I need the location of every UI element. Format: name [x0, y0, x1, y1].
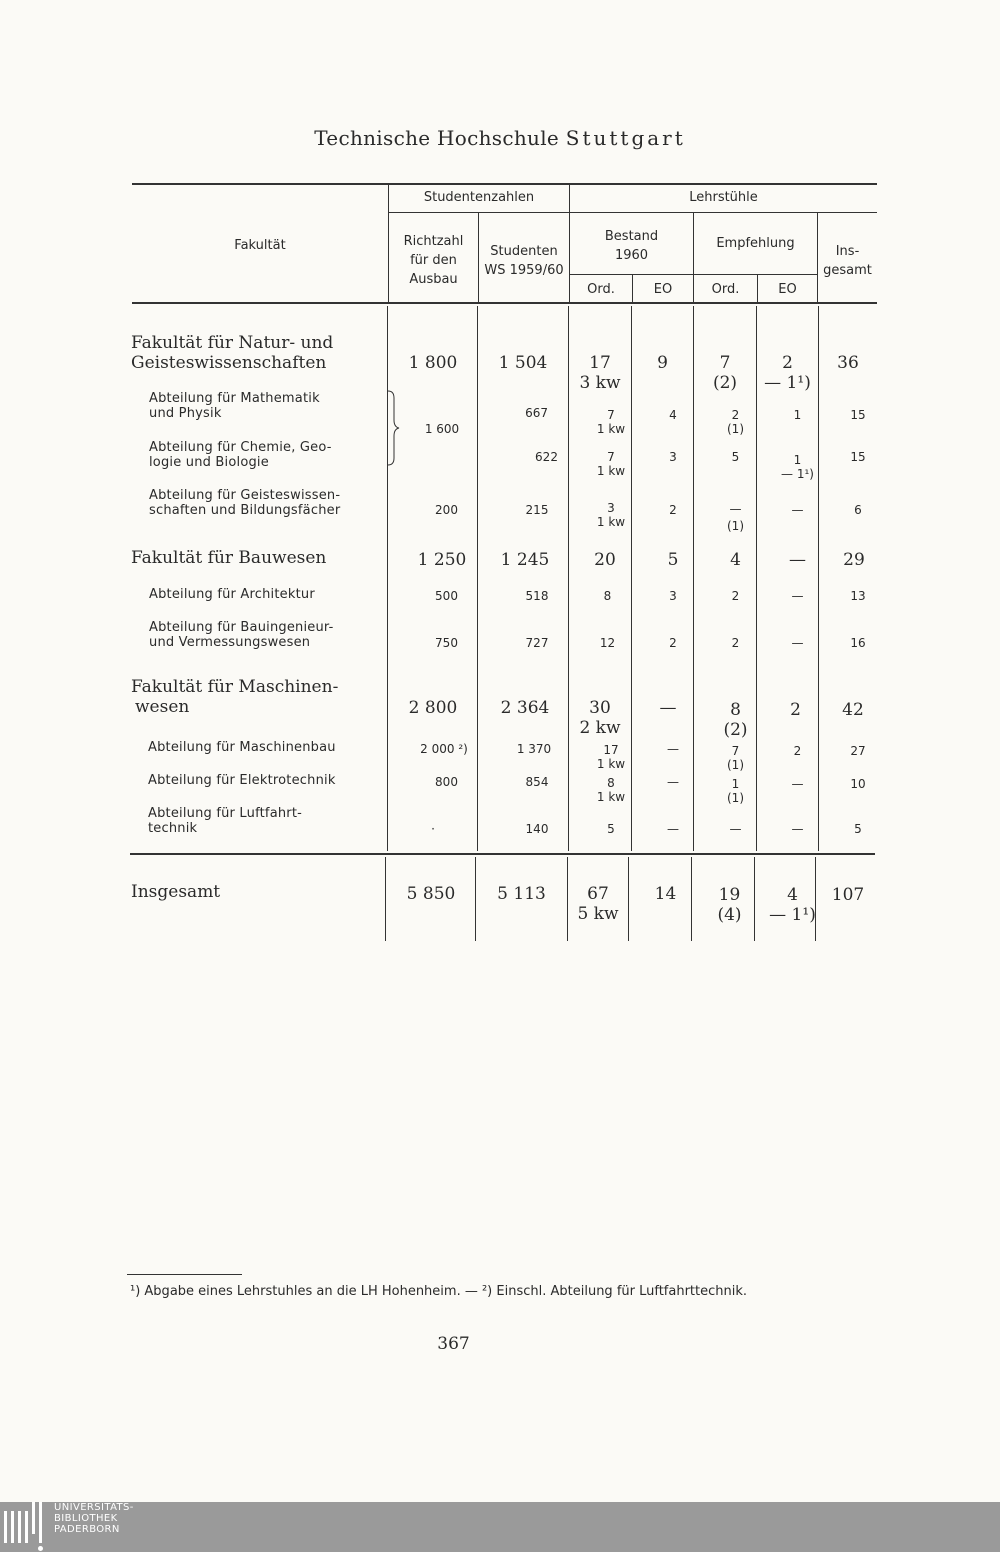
richtzahl-total: 5 850: [406, 884, 456, 904]
value-line: — 1¹): [764, 373, 811, 393]
richtzahl-value: 1 250: [417, 550, 467, 570]
logo-stripe: [39, 1502, 42, 1543]
bestand-eo-total: 14: [654, 884, 677, 904]
value-line: 19: [718, 885, 741, 905]
studenten-value: 2 364: [500, 698, 550, 718]
studenten-value: 1 504: [498, 353, 548, 373]
value-line: (1): [727, 422, 744, 436]
richtzahl-value: 200: [435, 503, 458, 517]
insgesamt-value: 15: [850, 450, 866, 464]
logo-dot: [38, 1546, 43, 1551]
value-line: — 1¹): [769, 905, 816, 925]
value-line: 2: [782, 353, 793, 373]
page-number: 367: [437, 1334, 470, 1354]
richtzahl-line: Richtzahl: [403, 234, 464, 249]
empfehlung-ord-value: 5: [731, 450, 740, 464]
insgesamt-value: 6: [854, 503, 862, 517]
col-header-empfehlung: Empfehlung: [716, 236, 795, 251]
bestand-eo-value: 4: [669, 408, 677, 422]
value-line: 1 kw: [596, 790, 626, 804]
bestand-eo-value: —: [659, 698, 677, 718]
value-line: 1 kw: [596, 515, 626, 529]
col-header-empfehlung-eo: EO: [778, 282, 797, 297]
bestand-eo-value: 3: [669, 450, 677, 464]
bestand-eo-value: 9: [657, 353, 668, 373]
insgesamt-total: 107: [831, 885, 865, 905]
bestand-ord-value: [569, 501, 631, 529]
studenten-line: WS 1959/60: [484, 263, 564, 278]
vrule: [631, 306, 632, 851]
empfehlung-eo-value: —: [791, 636, 804, 650]
bestand-ord-value: [569, 408, 631, 436]
value-line: (1): [727, 519, 744, 533]
value-line: 5 kw: [577, 904, 619, 924]
library-footer: [0, 1502, 1000, 1552]
bestand-ord-value: [569, 822, 631, 836]
logo-stripe: [11, 1511, 14, 1543]
value-line: 7: [731, 744, 740, 758]
label-line: Geisteswissenschaften: [131, 353, 327, 373]
bestand-eo-value: —: [667, 775, 679, 789]
richtzahl-value: 1 600: [424, 422, 460, 436]
bestand-line: Bestand: [604, 229, 659, 244]
value-line: 8: [730, 700, 741, 720]
logo-stripe: [32, 1502, 35, 1534]
empfehlung-eo-value: —: [789, 550, 806, 570]
insgesamt-value: 10: [850, 777, 866, 791]
vrule: [387, 306, 388, 851]
label-line: schaften und Bildungsfächer: [149, 503, 341, 518]
brace-icon: [386, 390, 400, 466]
richtzahl-value: ·: [431, 822, 435, 836]
value-line: 30: [589, 698, 611, 718]
department-label: Abteilung für Maschinenbau: [148, 740, 336, 755]
value-text: 622: [535, 450, 558, 464]
bestand-ord-value: [569, 743, 631, 771]
col-header-fakultaet: Fakultät: [234, 238, 286, 253]
footnote: ¹) Abgabe eines Lehrstuhles an die LH Hohenheim. — ²) Einschl. Abteilung für Luftfahrttechnik.: [130, 1284, 748, 1299]
col-header-studentenzahlen: Studentenzahlen: [423, 190, 535, 205]
value-line: 4: [787, 885, 798, 905]
studenten-value: 140: [525, 822, 549, 836]
value-line: — 1¹): [781, 467, 814, 481]
value-line: 3: [607, 501, 615, 515]
value-line: 2: [731, 408, 740, 422]
empfehlung-ord-value: —: [729, 822, 742, 836]
richtzahl-value: 2 000 ²): [420, 742, 468, 756]
value-line: 67: [587, 884, 609, 904]
value-line: 1 kw: [596, 757, 626, 771]
richtzahl-line: Ausbau: [409, 272, 458, 287]
vrule: [477, 306, 478, 851]
ins-line: gesamt: [823, 263, 872, 278]
col-header-richtzahl: [389, 232, 478, 289]
department-label: Abteilung für Architektur: [149, 587, 315, 602]
empfehlung-eo-value: [757, 353, 818, 393]
bestand-eo-value: 3: [669, 589, 677, 603]
label-line: und Vermessungswesen: [149, 635, 311, 650]
bestand-ord-value: [569, 698, 631, 738]
value-line: 1: [731, 777, 740, 791]
department-label: [149, 391, 320, 421]
bestand-ord-value: 20: [594, 550, 616, 570]
value-line: 1 kw: [596, 422, 626, 436]
col-header-bestand-eo: EO: [653, 282, 673, 297]
department-label: [149, 620, 334, 650]
header-bottom-rule: [132, 302, 877, 304]
label-line: logie und Biologie: [149, 455, 269, 470]
bestand-eo-value: —: [667, 742, 679, 756]
richtzahl-value: 800: [435, 775, 458, 789]
value-line: 7: [607, 408, 615, 422]
bestand-eo-value: 2: [669, 503, 677, 517]
department-label: [148, 806, 302, 836]
studenten-value: 854: [525, 775, 549, 789]
department-label: [149, 488, 340, 518]
insgesamt-value: 27: [850, 744, 866, 758]
bestand-ord-value: [569, 353, 631, 393]
bestand-ord-value: 8: [603, 589, 612, 603]
bestand-ord-total: [568, 884, 628, 924]
studenten-value: 1 370: [516, 742, 552, 756]
ins-line: Ins-: [835, 244, 860, 259]
bestand-eo-value: —: [667, 822, 679, 836]
value-line: 1 kw: [596, 464, 626, 478]
faculty-label: [131, 677, 338, 717]
empfehlung-ord-value: 2: [731, 636, 740, 650]
total-rule: [130, 853, 875, 855]
label-line: wesen: [135, 697, 190, 717]
richtzahl-value: 2 800: [408, 698, 458, 718]
empfehlung-eo-value: 2: [790, 700, 801, 720]
value-line: 8: [607, 776, 615, 790]
value-line: (1): [727, 791, 744, 805]
faculty-label: [131, 333, 333, 373]
studenten-total: 5 113: [497, 884, 546, 904]
value-text: 667: [525, 406, 548, 420]
value-line: (2): [723, 720, 748, 740]
empfehlung-eo-value: —: [791, 503, 804, 517]
faculty-label: Fakultät für Bauwesen: [131, 548, 327, 568]
label-line: Abteilung für Chemie, Geo-: [149, 440, 332, 455]
empfehlung-eo-value: —: [791, 589, 804, 603]
library-name: [54, 1502, 134, 1535]
insgesamt-value: 13: [850, 589, 866, 603]
richtzahl-value: 500: [435, 589, 458, 603]
value-line: 7: [719, 353, 731, 373]
empfehlung-ord-value: [694, 353, 756, 393]
page-title: [0, 126, 1000, 150]
empfehlung-eo-value: —: [791, 777, 804, 791]
library-name-line: PADERBORN: [54, 1524, 120, 1535]
bestand-ord-value: 12: [599, 636, 616, 650]
label-line: Abteilung für Geisteswissen-: [149, 488, 341, 503]
empfehlung-eo-value: 2: [793, 744, 802, 758]
bestand-eo-value: 5: [667, 550, 679, 570]
value-line: (4): [717, 905, 742, 925]
bestand-ord-value: [569, 776, 631, 804]
bestand-ord-value: [569, 450, 631, 478]
richtzahl-line: für den: [410, 253, 457, 268]
value-line: 7: [607, 450, 615, 464]
col-header-lehrstuehle: Lehrstühle: [689, 190, 758, 205]
label-line: Abteilung für Mathematik: [149, 391, 320, 406]
empfehlung-eo-value: —: [791, 822, 804, 836]
studenten-value: [478, 406, 568, 420]
col-header-insgesamt: [818, 242, 877, 280]
insgesamt-value: 29: [843, 550, 865, 570]
richtzahl-value: 750: [435, 636, 458, 650]
label-line: Abteilung für Bauingenieur-: [149, 620, 334, 635]
value-line: 17: [603, 743, 619, 757]
col-header-empfehlung-ord: Ord.: [711, 282, 740, 297]
value-line: 3 kw: [579, 373, 621, 393]
header-mid-rule: [388, 212, 877, 213]
col-header-bestand: [570, 227, 693, 265]
library-name-line: BIBLIOTHEK: [54, 1513, 118, 1524]
empfehlung-ord-value: 2: [731, 589, 740, 603]
studenten-value: 1 245: [500, 550, 550, 570]
label-line: technik: [148, 821, 198, 836]
insgesamt-value: 36: [837, 353, 859, 373]
studenten-line: Studenten: [490, 244, 558, 259]
label-line: Fakultät für Natur- und: [131, 333, 334, 353]
value-line: 2 kw: [579, 718, 621, 738]
richtzahl-value: 1 800: [408, 353, 458, 373]
title-main: Technische Hochschule: [314, 126, 560, 150]
logo-stripe: [25, 1511, 28, 1543]
footnote-rule: [127, 1274, 242, 1275]
empfehlung-eo-value: 1: [793, 408, 802, 422]
value-text: 5: [607, 822, 615, 836]
library-name-line: UNIVERSITÄTS-: [54, 1502, 134, 1513]
label-line: Abteilung für Luftfahrt-: [148, 806, 303, 821]
label-line: und Physik: [149, 406, 222, 421]
bestand-line: 1960: [614, 248, 649, 263]
total-label: Insgesamt: [131, 882, 221, 902]
title-city: Stuttgart: [565, 126, 686, 150]
col-header-bestand-ord: Ord.: [587, 282, 615, 297]
studenten-value: 518: [525, 589, 549, 603]
top-rule: [132, 183, 877, 185]
value-line: 17: [589, 353, 611, 373]
vrule: [818, 306, 819, 851]
studenten-value: 215: [525, 503, 549, 517]
value-line: —: [729, 502, 742, 516]
insgesamt-value: 5: [854, 822, 862, 836]
value-line: (1): [727, 758, 744, 772]
label-line: Fakultät für Maschinen-: [131, 677, 339, 697]
logo-stripe: [18, 1511, 21, 1543]
bestand-eo-value: 2: [669, 636, 677, 650]
value-line: (2): [712, 373, 738, 393]
department-label: [149, 440, 332, 470]
department-label: Abteilung für Elektrotechnik: [148, 773, 336, 788]
insgesamt-value: 42: [842, 700, 864, 720]
studenten-value: 727: [525, 636, 549, 650]
insgesamt-value: 15: [850, 408, 866, 422]
studenten-value: [478, 450, 568, 464]
logo-stripe: [4, 1511, 7, 1543]
col-header-studenten: [479, 242, 569, 280]
value-line: 1: [793, 453, 802, 467]
insgesamt-value: 16: [850, 636, 866, 650]
empfehlung-ord-value: 4: [730, 550, 741, 570]
